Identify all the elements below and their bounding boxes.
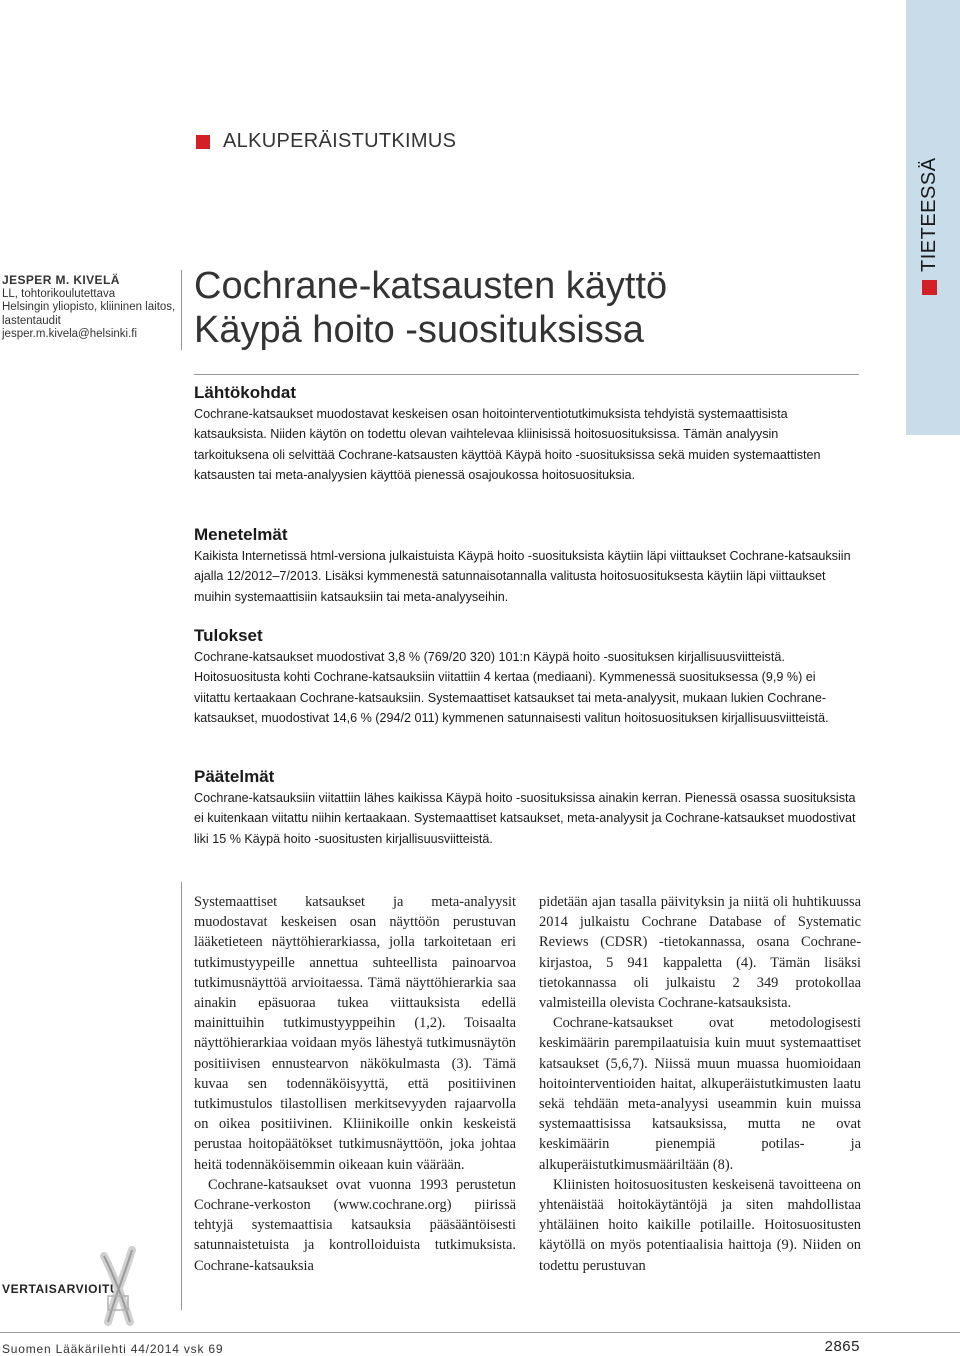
red-square-icon	[196, 135, 210, 149]
body-paragraph: Cochrane-katsaukset ovat vuonna 1993 perustetun Cochrane-verkoston (www.cochrane.org) piirissä tehtyjä systemaattisia katsauksia pääsääntöisesti satunnaistetuista ja kontrolloiduista tutkimuksista. Cochrane-katsauksia	[194, 1176, 516, 1274]
body-paragraph: Kliinisten hoitosuositusten keskeisenä tavoitteena on yhtenäistää hoitokäytäntöjä ja siten mahdollistaa yhtäläinen hoito kaikille potilaille. Hoitosuositusten käytöllä on myös potentiaalisia haittoja (9). Niiden on todettu perustuvan	[539, 1176, 861, 1274]
divider	[194, 374, 859, 375]
section-side-tab	[906, 0, 960, 435]
body-paragraph: Cochrane-katsaukset ovat metodologisesti keskimäärin parempilaatuisia kuin muut systemaattiset katsaukset (5,6,7). Niissä muun muassa huomioidaan hoitointerventioiden haitat, alkuperäistutkimusten laatu sekä tehdään meta-analyysi useammin kuin muissa systemaattisissa katsauksissa, mutta ne ovat keskimäärin pienempiä potilas- ja alkuperäistutkimusmääriltään (8).	[539, 1015, 861, 1173]
abstract-methods	[194, 524, 854, 607]
author-block	[2, 274, 177, 342]
abstract-conclusions	[194, 766, 859, 849]
abstract-heading: Tulokset	[194, 626, 263, 645]
body-paragraph: Systemaattiset katsaukset ja meta-analyysit muodostavat keskeisen osan näyttöön perustuvan lääketieteen näyttöhierarkiassa, jolla tarkoitetaan eri tutkimustyypeille annettua suhteellista painoarvoa tutkimusnäyttöä arvioitaessa. Tämä näyttöhierarkia saa ainakin epäsuoraa tukea viittauksista edellä mainittuihin tutkimustyyppeihin (1,2). Toisaalta näyttöhierarkiaa voidaan myös lähestyä tutkimusnäytön positiivisen ennustearvon näkökulmasta (3). Tämä kuvaa sen todennäköisyyttä, että positiivinen tutkimustulos tilastollisen merkitsevyyden rajaarvolla on oikea positiivinen. Kliinikoille onkin keskeistä perustaa hoitopäätökset tutkimusnäyttöön, joka johtaa heitä todennäköisemmin oikeaan kuin väärään.	[194, 894, 516, 1173]
body-paragraph: pidetään ajan tasalla päivityksin ja niitä oli huhtikuussa 2014 julkaistu Cochrane Database of Systematic Reviews (CDSR) -tietokannassa, osana Cochrane-kirjastoa, 5 941 kappaletta (4). Tämän lisäksi tietokannassa oli julkaistu 2 349 protokollaa valmisteilla olevista Cochrane-katsauksista.	[539, 894, 861, 1012]
author-affiliation: Helsingin yliopisto, kliininen laitos,	[2, 301, 176, 313]
article-type-label	[196, 130, 456, 153]
divider	[181, 882, 182, 1310]
abstract-text: Kaikista Internetissä html-versiona julkaistuista Käypä hoito -suosituksista käytiin läpi viittaukset Cochrane-katsauksiin ajalla 12/2012–7/2013. Lisäksi kymmenestä satunnaisotannalla valitusta hoitosuosituksesta käytiin läpi viittaukset muihin systemaattisiin katsauksiin tai meta-analyyseihin.	[194, 549, 851, 604]
author-name: JESPER M. KIVELÄ	[2, 273, 120, 287]
journal-citation: Suomen Lääkärilehti 44/2014 vsk 69	[2, 1342, 224, 1356]
page-number: 2865	[824, 1338, 860, 1355]
side-tab-label	[918, 157, 941, 295]
title-line-2: Käypä hoito -suosituksissa	[194, 309, 644, 351]
title-line-1: Cochrane-katsausten käyttö	[194, 265, 668, 307]
footer-rule	[0, 1332, 960, 1333]
red-square-icon	[922, 280, 937, 295]
abstract-results	[194, 625, 854, 728]
side-tab-text: TIETEESSÄ	[918, 157, 940, 272]
abstract-text: Cochrane-katsauksiin viitattiin lähes kaikissa Käypä hoito -suosituksissa ainakin kerran. Pienessä osassa suosituksista ei kuitenkaan viitattu niihin kertaakaan. Systemaattiset katsaukset, meta-analyysit ja Cochrane-katsaukset muodostivat liki 15 % Käypä hoito -suositusten kirjallisuusviitteistä.	[194, 791, 856, 846]
article-title	[194, 264, 894, 352]
abstract-text: Cochrane-katsaukset muodostavat keskeisen osan hoitointerventiotutkimuksista tehdyistä systemaattisista katsauksista. Niiden käytön on todettu olevan vaihtelevaa kliinisissä hoitosuosituksissa. Tämän analyysin tarkoituksena oli selvittää Cochrane-katsausten käyttöä Käypä hoito -suosituksissa sekä muiden systemaattisten katsausten tai meta-analyysien käyttöä pienessä osajoukossa hoitosuosituksia.	[194, 407, 821, 482]
author-department: lastentaudit	[2, 314, 61, 327]
abstract-heading: Päätelmät	[194, 767, 275, 786]
body-column-2	[539, 892, 861, 1276]
abstract-heading: Menetelmät	[194, 525, 288, 544]
abstract-heading: Lähtökohdat	[194, 383, 296, 402]
peer-review-label: VERTAISARVIOITU	[2, 1282, 120, 1296]
divider	[181, 270, 182, 350]
peer-review-x-icon	[100, 1246, 140, 1326]
article-type-text: ALKUPERÄISTUTKIMUS	[223, 130, 457, 152]
abstract-text: Cochrane-katsaukset muodostivat 3,8 % (769/20 320) 101:n Käypä hoito -suosituksen kirjallisuusviitteistä. Hoitosuositusta kohti Cochrane-katsauksiin viitattiin 4 kertaa (mediaani). Kymmenessä suosituksessa (9,9 %) ei viitattu kertaakaan Cochrane-katsauksiin. Systemaattiset katsaukset tai meta-analyysit, mukaan lukien Cochrane-katsaukset, muodostivat 14,6 % (294/2 011) kymmenen satunnaisesti valitun hoitosuosituksen kirjallisuusviitteistä.	[194, 650, 829, 725]
author-title: LL, tohtorikoulutettava	[2, 287, 116, 300]
abstract-background	[194, 382, 854, 485]
body-column-1	[194, 892, 516, 1276]
author-email[interactable]: jesper.m.kivela@helsinki.fi	[2, 328, 138, 340]
